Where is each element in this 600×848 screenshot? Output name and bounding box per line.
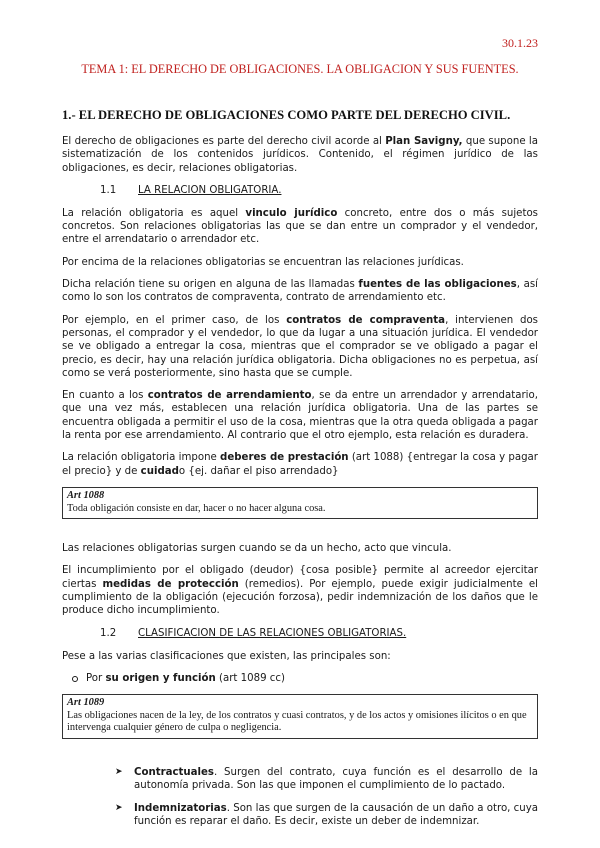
paragraph-arrendamiento: En cuanto a los contratos de arrendamiento, se da entre un arrendador y arrendatario, que una vez más, establecen una relación jurídica obligatoria. Una de las partes se encuentra obligada a permitir el uso de la cosa, mientras que la otra queda obligada a pagar la renta por ese arrendamiento. Al contrario que el otro ejemplo, esta relación es duradera. — [62, 390, 538, 442]
article-title: Art 1089 — [67, 696, 105, 708]
article-box-1088 — [62, 487, 538, 519]
section-heading: 1.- EL DERECHO DE OBLIGACIONES COMO PARTE DEL DERECHO CIVIL. — [62, 108, 511, 122]
arrow-bullet-icon: ➤ — [115, 802, 123, 813]
subsection-heading-1-2: 1.2 CLASIFICACION DE LAS RELACIONES OBLIGATORIAS. — [100, 627, 407, 639]
paragraph-incumplimiento: El incumplimiento por el obligado (deudor) {cosa posible} permite al acreedor ejercitar ciertas medidas de protección (remedios). Por ejemplo, puede exigir judicialmente el cumplimiento de la obligación (ejecución forzosa), pedir indemnización de los daños que le produce dicho incumplimiento. — [62, 565, 538, 617]
article-text: Toda obligación consiste en dar, hacer o no hacer alguna cosa. — [67, 502, 326, 514]
list-item-contractuales: ➤ Contractuales. Surgen del contrato, cuya función es el desarrollo de la autonomía privada. Son las que imponen el cumplimiento de lo pactado. — [115, 766, 538, 792]
arrow-bullet-icon: ➤ — [115, 766, 123, 777]
paragraph-clasificaciones: Pese a las varias clasificaciones que existen, las principales son: — [62, 650, 391, 662]
paragraph-relaciones-juridicas: Por encima de la relaciones obligatorias se encuentran las relaciones jurídicas. — [62, 256, 464, 268]
article-title: Art 1088 — [67, 489, 105, 501]
paragraph-surgen: Las relaciones obligatorias surgen cuando se da un hecho, acto que vincula. — [62, 543, 452, 555]
list-item-origen: Por su origen y función (art 1089 cc) — [62, 672, 538, 685]
paragraph-deberes: La relación obligatoria impone deberes de prestación (art 1088) {entregar la cosa y pagar el precio} y de cuidado {ej. dañar el piso arrendado} — [62, 452, 538, 477]
list-item-indemnizatorias: ➤ Indemnizatorias. Son las que surgen de la causación de un daño a otro, cuya función es reparar el daño. Es decir, existe un deber de indemnizar. — [115, 802, 538, 828]
paragraph-compraventa: Por ejemplo, en el primer caso, de los contratos de compraventa, intervienen dos personas, el comprador y el vendedor, lo que da lugar a una situación jurídica. El vendedor se ve obligado a entregar la cosa, mientras que el comprador se ve obligado a pagar el precio, es decir, hay una relación jurídica obligatoria. Dicha obligaciones no es perpetua, así como se verá posteriormente, sino hasta que se cumple. — [62, 314, 538, 379]
article-text: Las obligaciones nacen de la ley, de los contratos y cuasi contratos, y de los actos y omisiones ilícitos o en que intervenga cualquier género de culpa o negligencia. — [67, 709, 527, 734]
bullet-circle-icon — [72, 676, 78, 682]
header-date: 30.1.23 — [502, 36, 538, 50]
document-body — [62, 108, 538, 838]
paragraph-fuentes: Dicha relación tiene su origen en alguna de las llamadas fuentes de las obligaciones, así como lo son los contratos de compraventa, contrato de arrendamiento etc. — [62, 279, 539, 304]
article-box-1089 — [62, 694, 538, 739]
intro-paragraph: El derecho de obligaciones es parte del derecho civil acorde al Plan Savigny, que supone la sistematización de los contenidos jurídicos. Contenido, el régimen jurídico de las obligaciones, es decir, relaciones obligatorias. — [62, 136, 539, 174]
document-title: TEMA 1: EL DERECHO DE OBLIGACIONES. LA OBLIGACION Y SUS FUENTES. — [81, 62, 519, 76]
subsection-heading-1-1: 1.1 LA RELACION OBLIGATORIA. — [100, 184, 282, 196]
paragraph-relacion: La relación obligatoria es aquel vinculo jurídico concreto, entre dos o más sujetos concretos. Son relaciones obligatorias las que se dan entre un comprador y el vendedor, entre el arrendatario o arrendador etc. — [62, 207, 538, 246]
